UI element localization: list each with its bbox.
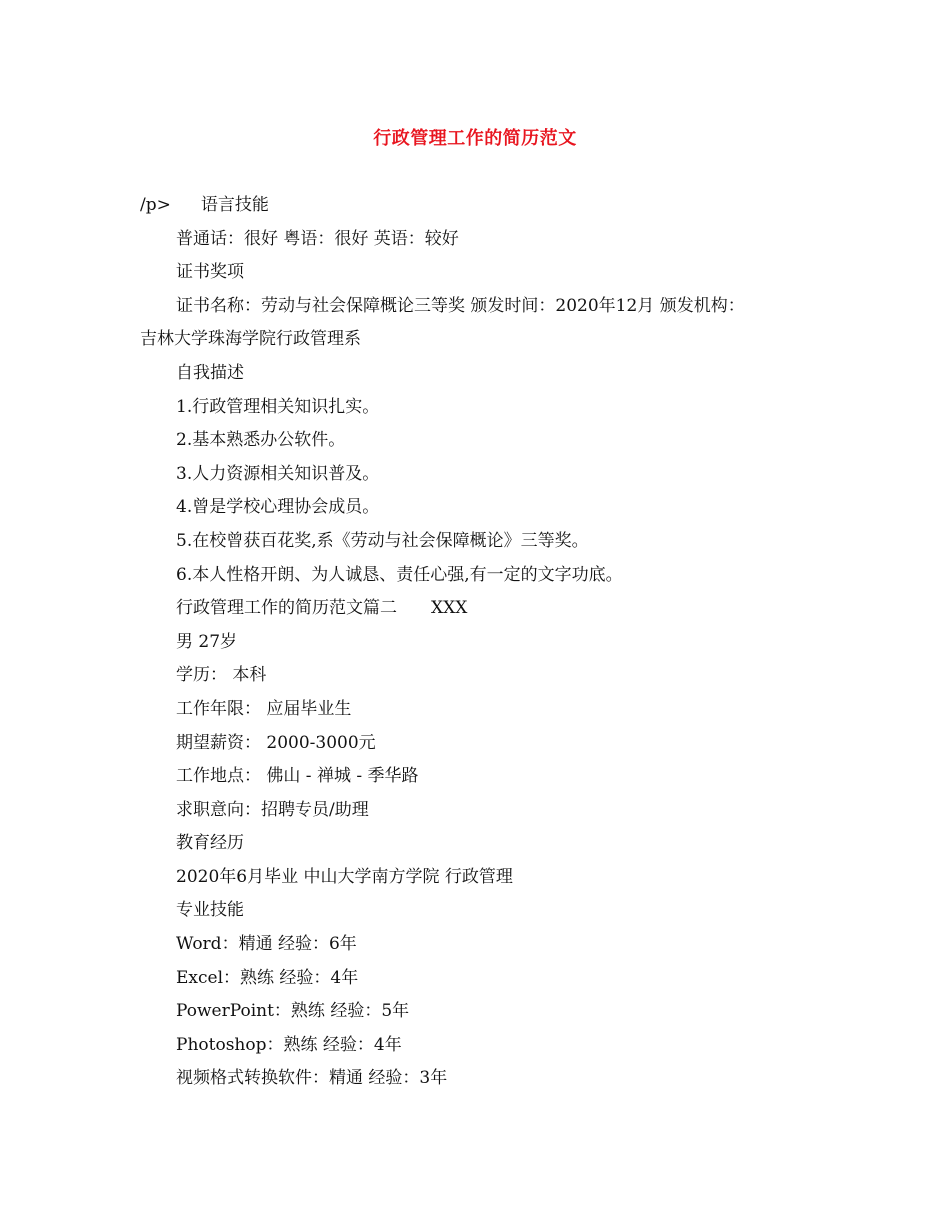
text-line: 工作地点： 佛山 - 禅城 - 季华路 [176, 766, 419, 787]
line-language-heading [140, 189, 820, 223]
skill-line: PowerPoint：熟练 经验：5年 [176, 1001, 410, 1022]
line-second-resume-heading [140, 592, 820, 626]
section-heading: 语言技能 [200, 195, 269, 215]
skill-line: Photoshop：熟练 经验：4年 [176, 1034, 402, 1055]
text-line: 2020年6月毕业 中山大学南方学院 行政管理 [176, 866, 513, 887]
text-line: 学历： 本科 [176, 665, 267, 686]
skill-line: Excel：熟练 经验：4年 [176, 967, 359, 988]
text-line: 普通话：很好 粤语：很好 英语：较好 [176, 228, 459, 249]
text-line: 求职意向：招聘专员/助理 [176, 799, 369, 820]
text-line: 男 27岁 [176, 631, 238, 652]
text-line: 工作年限： 应届毕业生 [176, 698, 352, 719]
list-item: 5.在校曾获百花奖,系《劳动与社会保障概论》三等奖。 [176, 530, 589, 551]
section-heading: 自我描述 [176, 362, 244, 383]
document-title: 行政管理工作的简历范文 [373, 128, 577, 149]
document-body [140, 189, 820, 1096]
stray-tag-text: /p> [140, 195, 171, 215]
list-item: 6.本人性格开朗、为人诚恳、责任心强,有一定的文字功底。 [176, 564, 623, 585]
section-heading: 行政管理工作的简历范文篇二 [176, 598, 397, 619]
list-item: 3.人力资源相关知识普及。 [176, 463, 380, 484]
candidate-name: XXX [431, 598, 468, 619]
list-item: 1.行政管理相关知识扎实。 [176, 396, 380, 417]
text-line: 证书名称：劳动与社会保障概论三等奖 颁发时间：2020年12月 颁发机构： [176, 295, 745, 316]
skill-line: Word：精通 经验：6年 [176, 934, 357, 955]
list-item: 2.基本熟悉办公软件。 [176, 430, 346, 451]
list-item: 4.曾是学校心理协会成员。 [176, 497, 380, 518]
text-line-wrap: 吉林大学珠海学院行政管理系 [140, 329, 361, 350]
text-line: 期望薪资： 2000-3000元 [176, 732, 376, 753]
skill-line: 视频格式转换软件：精通 经验：3年 [176, 1068, 448, 1089]
section-heading: 教育经历 [176, 833, 244, 854]
section-heading: 专业技能 [176, 900, 244, 921]
section-heading: 证书奖项 [176, 262, 244, 283]
